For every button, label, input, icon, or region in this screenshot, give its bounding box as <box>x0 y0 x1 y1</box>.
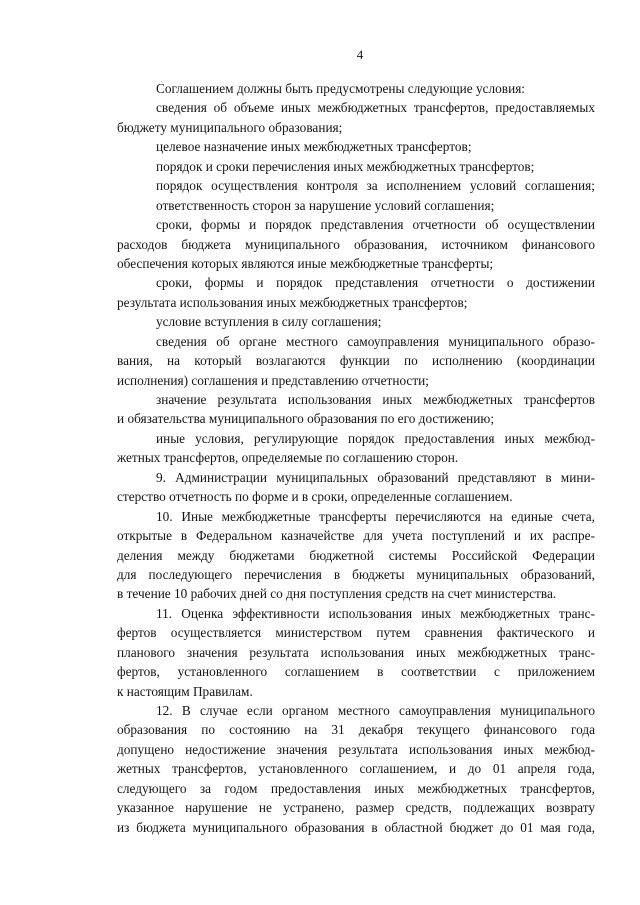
text-line: 9. Администрации муниципальных образований представляют в мини- <box>156 469 595 485</box>
text-line: 12. В случае если органом местного самоуправления муниципального <box>156 703 595 718</box>
text-line: жетных трансфертов, определяемые по соглашению сторон. <box>117 450 459 466</box>
text-line: из бюджета муниципального образования в областной бюджет до 01 мая года, <box>117 819 595 835</box>
text-line: иные условия, регулирующие порядок предоставления иных межбюд- <box>156 430 595 446</box>
text-line: бюджету муниципального образования; <box>117 119 343 135</box>
text-line: порядок и сроки перечисления иных межбюджетных трансфертов; <box>156 158 535 174</box>
text-line: сведения об органе местного самоуправления муниципального образо- <box>156 333 595 349</box>
text-line: сроки, формы и порядок представления отчетности об осуществлении <box>156 217 595 233</box>
text-line: в течение 10 рабочих дней со дня поступления средств на счет министерства. <box>117 586 557 602</box>
text-line: порядок осуществления контроля за исполнением условий соглашения; <box>156 178 595 194</box>
text-line: сведения об объеме иных межбюджетных трансфертов, предоставляемых <box>156 100 595 116</box>
text-line: указанное нарушение не устранено, размер средств, подлежащих возврату <box>117 800 595 816</box>
text-line: результата использования иных межбюджетных трансфертов; <box>117 294 468 310</box>
text-line: 11. Оценка эффективности использования иных межбюджетных транс- <box>156 605 595 621</box>
text-line: условие вступления в силу соглашения; <box>156 314 382 330</box>
text-line: Соглашением должны быть предусмотрены следующие условия: <box>156 81 526 96</box>
text-line: к настоящим Правилам. <box>117 683 253 699</box>
text-line: деления между бюджетами бюджетной системы Российской Федерации <box>117 547 595 563</box>
text-line: расходов бюджета муниципального образования, источником финансового <box>117 236 595 252</box>
text-line: открытые в Федеральном казначействе для учета поступлений и их распре- <box>117 528 595 544</box>
text-line: значение результата использования иных межбюджетных трансфертов <box>156 392 595 407</box>
text-line: жетных трансфертов, установленного соглашением, и до 01 апреля года, <box>117 761 595 777</box>
text-line: фертов, установленного соглашением в соответствии с приложением <box>117 664 595 680</box>
text-line: сроки, формы и порядок представления отчетности о достижении <box>156 275 595 291</box>
text-line: образования по состоянию на 31 декабря текущего финансового года <box>117 722 595 738</box>
text-line: и обязательства муниципального образования по его достижению; <box>117 411 495 427</box>
text-line: целевое назначение иных межбюджетных трансфертов; <box>156 139 472 155</box>
text-line: фертов осуществляется министерством путем сравнения фактического и <box>117 625 595 641</box>
page-number: 4 <box>356 47 364 62</box>
text-line: ответственность сторон за нарушение условий соглашения; <box>156 197 495 213</box>
text-line: планового значения результата использования иных межбюджетных транс- <box>117 644 595 660</box>
text-line: следующего за годом предоставления иных межбюджетных трансфертов, <box>117 780 595 796</box>
text-line: стерство отчетность по форме и в сроки, определенные соглашением. <box>117 489 513 505</box>
text-line: допущено недостижение значения результата использования иных межбюд- <box>117 741 595 757</box>
text-line: вания, на который возлагаются функции по исполнению (координации <box>117 353 595 369</box>
document-body <box>117 79 595 837</box>
text-line: 10. Иные межбюджетные трансферты перечисляются на единые счета, <box>156 508 595 524</box>
text-line: исполнения) соглашения и представлению отчетности; <box>117 372 429 388</box>
text-line: обеспечения которых являются иные межбюджетные трансферты; <box>117 255 494 271</box>
text-line: для последующего перечисления в бюджеты муниципальных образований, <box>117 566 595 582</box>
